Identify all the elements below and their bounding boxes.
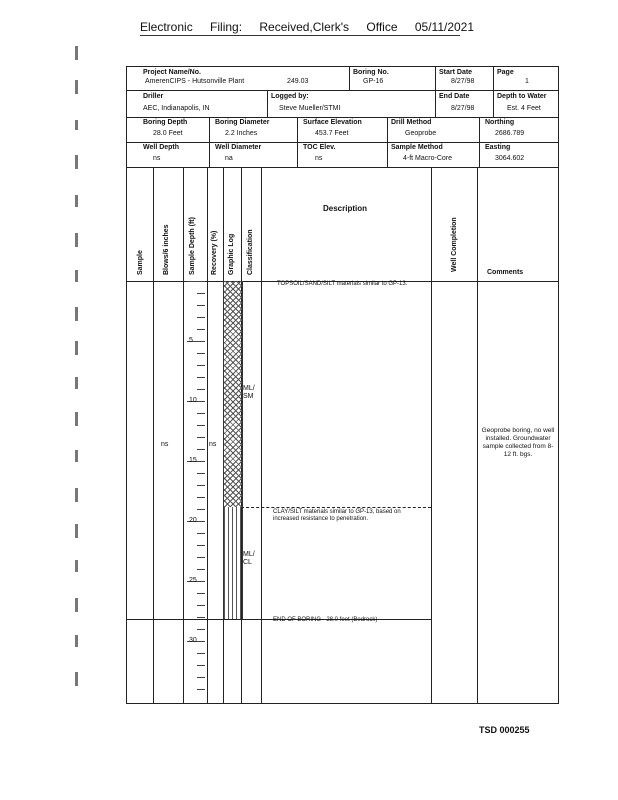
depth-label: 15 <box>189 457 197 464</box>
depth-tick <box>197 437 205 438</box>
depth-tick <box>197 605 205 606</box>
received-text: Received,Clerk's <box>259 20 350 34</box>
easting-label: Easting <box>485 144 511 151</box>
drill-method-label: Drill Method <box>391 119 432 126</box>
surface-elevation-label: Surface Elevation <box>303 119 362 126</box>
electronic-text: Electronic <box>140 20 193 34</box>
classification-ml-sm: ML/ SM <box>243 385 255 400</box>
depth-label: 30 <box>189 637 197 644</box>
depth-tick <box>197 545 205 546</box>
classification-header: Classification <box>247 229 254 275</box>
depth-tick <box>187 281 205 282</box>
depth-tick <box>197 353 205 354</box>
depth-tick <box>197 569 205 570</box>
filing-text: Filing: <box>210 20 243 34</box>
end-date-label: End Date <box>439 93 470 100</box>
depth-tick <box>197 317 205 318</box>
boring-diameter-value: 2.2 Inches <box>225 130 258 137</box>
project-label: Project Name/No. <box>143 69 201 76</box>
graphic-log-sand-silt <box>223 281 243 507</box>
depth-tick <box>197 533 205 534</box>
description-header: Description <box>323 204 368 213</box>
filing-date: 05/11/2021 <box>414 20 475 34</box>
depth-tick <box>197 377 205 378</box>
toc-elevation-label: TOC Elev. <box>303 144 336 151</box>
boring-no-value: GP-16 <box>363 78 384 85</box>
easting-value: 3064.602 <box>495 155 525 162</box>
boring-log-sheet <box>126 66 559 704</box>
driller-label: Driller <box>143 93 164 100</box>
depth-tick <box>197 305 205 306</box>
page-value: 1 <box>525 78 529 85</box>
logged-by-value: Steve Mueller/STMI <box>279 105 341 112</box>
well-depth-value: ns <box>153 155 161 162</box>
recovery-header: Recovery (%) <box>211 230 218 275</box>
graphic-log-header: Graphic Log <box>228 233 235 275</box>
northing-label: Northing <box>485 119 515 126</box>
boring-diameter-label: Boring Diameter <box>215 119 270 126</box>
depth-tick <box>197 557 205 558</box>
header-rule <box>140 35 460 36</box>
well-diameter-value: na <box>225 155 233 162</box>
depth-tick <box>197 617 205 618</box>
office-text: Office <box>366 20 398 34</box>
depth-tick <box>197 509 205 510</box>
depth-tick <box>197 389 205 390</box>
depth-tick <box>197 653 205 654</box>
driller-value: AEC, Indianapolis, IN <box>143 105 210 112</box>
document-id: TSD 000255 <box>479 725 530 735</box>
well-completion-header: Well Completion <box>451 217 458 272</box>
description-clay-silt: CLAY/SILT materials similar to GP-13, based on increased resistance to penetration. <box>273 509 401 522</box>
well-depth-label: Well Depth <box>143 144 180 151</box>
blows-value: ns <box>161 441 169 448</box>
depth-label: 25 <box>189 577 197 584</box>
depth-tick <box>197 677 205 678</box>
recovery-value: ns <box>209 441 217 448</box>
depth-to-water-value: Est. 4 Feet <box>507 105 541 112</box>
depth-tick <box>197 665 205 666</box>
surface-elevation-value: 453.7 Feet <box>315 130 349 137</box>
well-diameter-label: Well Diameter <box>215 144 262 151</box>
sample-header: Sample <box>137 250 144 275</box>
sample-method-value: 4-ft Macro-Core <box>403 155 453 162</box>
depth-to-water-label: Depth to Water <box>497 93 547 100</box>
depth-tick <box>197 689 205 690</box>
drill-method-value: Geoprobe <box>405 130 437 137</box>
start-date-label: Start Date <box>439 69 473 76</box>
comments-header: Comments <box>487 269 524 276</box>
depth-tick <box>197 413 205 414</box>
depth-label: 20 <box>189 517 197 524</box>
description-end-of-boring: END OF BORING - 28.0 feet (Bedrock) <box>273 617 378 623</box>
depth-label: 5 <box>189 337 193 344</box>
comments-value: Geoprobe boring, no well installed. Groundwater sample collected from 8-12 ft. bgs. <box>481 427 555 458</box>
depth-tick <box>197 473 205 474</box>
project-number: 249.03 <box>287 78 309 85</box>
boring-depth-label: Boring Depth <box>143 119 188 126</box>
sample-depth-header: Sample Depth (ft) <box>189 217 196 275</box>
description-topsoil: TOPSOIL/SAND/SILT materials similar to GP-13. <box>277 281 408 287</box>
depth-tick <box>197 485 205 486</box>
project-value: AmerenCIPS - Hutsonville Plant <box>145 78 245 85</box>
sample-method-label: Sample Method <box>391 144 443 151</box>
start-date-value: 8/27/98 <box>451 78 475 85</box>
depth-label: 10 <box>189 397 197 404</box>
depth-tick <box>197 293 205 294</box>
depth-tick <box>197 497 205 498</box>
depth-tick <box>197 329 205 330</box>
classification-ml-cl: ML/ CL <box>243 551 255 566</box>
graphic-log-clay-silt <box>223 507 243 619</box>
end-date-value: 8/27/98 <box>451 105 475 112</box>
logged-by-label: Logged by: <box>271 93 309 100</box>
boring-no-label: Boring No. <box>353 69 389 76</box>
filing-header <box>140 20 488 34</box>
depth-tick <box>197 629 205 630</box>
depth-tick <box>197 365 205 366</box>
boring-depth-value: 28.0 Feet <box>153 130 183 137</box>
depth-tick <box>197 593 205 594</box>
depth-tick <box>197 449 205 450</box>
depth-tick <box>197 425 205 426</box>
page-label: Page <box>497 69 514 76</box>
blows-header: Blows/6 inches <box>163 224 170 275</box>
toc-elevation-value: ns <box>315 155 323 162</box>
northing-value: 2686.789 <box>495 130 525 137</box>
